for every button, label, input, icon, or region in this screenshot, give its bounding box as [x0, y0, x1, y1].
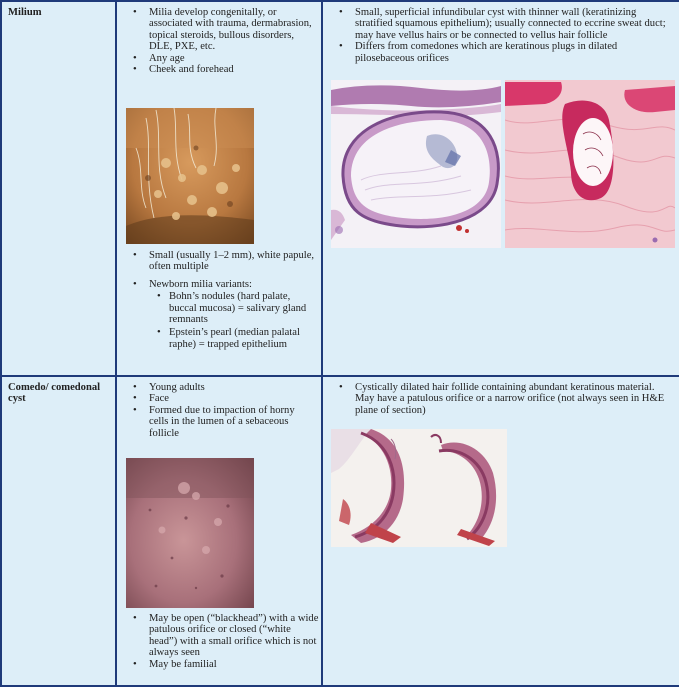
- newborn-variants-heading: Newborn milia variants:: [149, 278, 252, 290]
- list-item: • Differs from comedones which are keratinous plugs in dilated pilosebaceous orifices: [355, 41, 673, 64]
- milium-histology-photo-high-power: [505, 80, 675, 248]
- list-item: • May be familial: [149, 659, 319, 670]
- clinical-cell-milium: [116, 1, 322, 376]
- comedo-histology-photo: [331, 429, 507, 547]
- table-row: [1, 1, 679, 376]
- clinical-cell-comedo: [116, 376, 322, 686]
- list-item: • Milia develop congenitally, or associated with trauma, dermabrasion, topical steroids, bullous disorders, DLE, PXE, etc.: [149, 7, 314, 53]
- histology-cell-comedo: [322, 376, 679, 686]
- list-item: • Face: [149, 393, 314, 404]
- list-item: • Formed due to impaction of horny cells in the lumen of a sebaceous follicle: [149, 405, 314, 439]
- comedo-clinical-photo: [126, 458, 254, 608]
- list-item: • Any age: [149, 53, 314, 64]
- list-item: • Cystically dilated hair follide containing abundant keratinous material. May have a patulous orifice or a narrow orifice (not always seen in H&E plane of section): [355, 382, 673, 416]
- row-label-milium: Milium: [1, 1, 116, 376]
- list-item: • Bohn’s nodules (hard palate, buccal mucosa) = salivary gland remnants: [169, 291, 319, 325]
- list-item: • Cheek and forehead: [149, 64, 314, 75]
- row-label-comedo: Comedo/ comedonal cyst: [1, 376, 116, 686]
- list-item: • Small, superficial infundibular cyst with thinner wall (keratinizing stratified squamous epithelium); usually connected to eccrine sweat duct; may have vellus hairs or be connected to vellus hair follicle: [355, 7, 673, 41]
- histology-cell-milium: [322, 1, 679, 376]
- table-row: [1, 376, 679, 686]
- list-item: • Small (usually 1–2 mm), white papule, often multiple: [149, 250, 319, 273]
- milium-histology-photo-low-power: [331, 80, 501, 248]
- list-item: • May be open (“blackhead”) with a wide patulous orifice or closed (“white head”) with a small orifice which is not always seen: [149, 613, 319, 659]
- milium-clinical-photo: [126, 108, 254, 244]
- list-item: [149, 279, 319, 350]
- list-item: • Young adults: [149, 382, 314, 393]
- list-item: • Epstein’s pearl (median palatal raphe) = trapped epithelium: [169, 327, 319, 350]
